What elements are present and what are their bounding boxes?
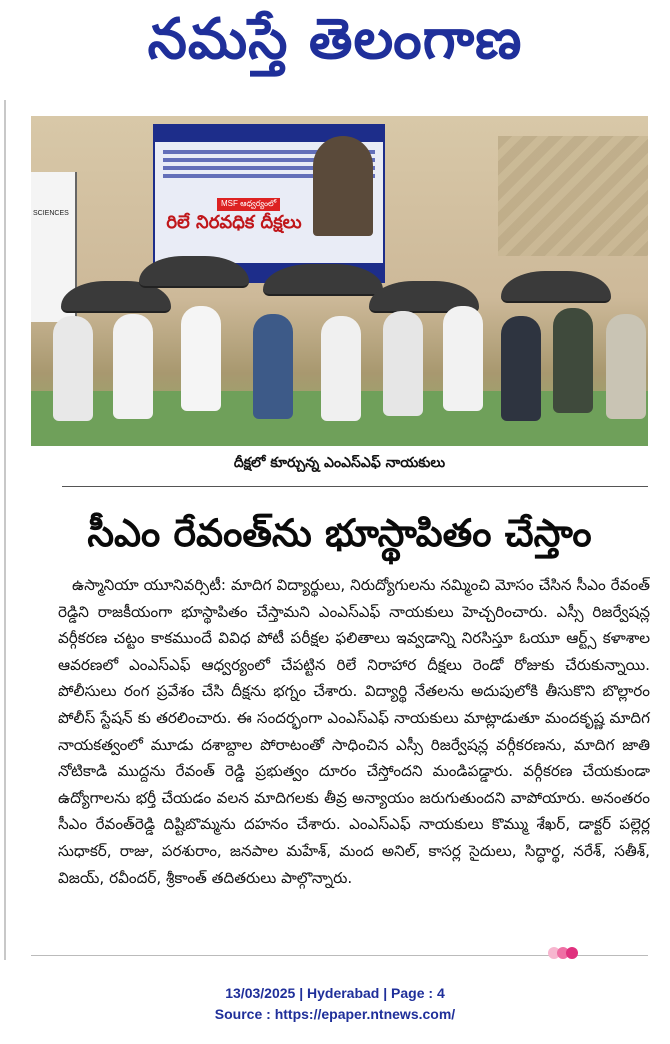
accent-dots: [548, 944, 575, 963]
newspaper-masthead: నమస్తే తెలంగాణ: [147, 7, 523, 72]
footer-source-link[interactable]: Source : https://epaper.ntnews.com/: [214, 1006, 456, 1022]
protester: [501, 316, 541, 421]
protester: [113, 314, 153, 419]
news-photo: [31, 116, 648, 446]
photo-caption: దీక్షలో కూర్చున్న ఎంఎస్ఎఫ్ నాయకులు: [233, 455, 446, 471]
caption-divider: [62, 486, 648, 487]
protester: [383, 311, 423, 416]
accent-dot: [566, 947, 578, 959]
protester: [443, 306, 483, 411]
left-margin-rule: [4, 100, 6, 960]
protester: [553, 308, 593, 413]
protester: [181, 306, 221, 411]
banner-portrait: [313, 136, 373, 236]
umbrella: [139, 256, 249, 288]
article-headline: సీఎం రేవంత్‌ను భూస్థాపితం చేస్తాం: [87, 511, 592, 555]
protester: [253, 314, 293, 419]
umbrella: [263, 264, 383, 296]
article-body: ఉస్మానియా యూనివర్సిటీ: మాదిగ విద్యార్థులు, నిరుద్యోగులను నమ్మించి మోసం చేసిన సీఎం రేవంత్ రెడ్డిని రాజకీయంగా భూస్థాపితం చేస్తామని ఎంఎస్ఎఫ్ నాయకులు హెచ్చరించారు. ఎస్సీ రిజర్వేషన్ల వర్గీకరణ చట్టం కాకముందే వివిధ పోటీ పరీక్షల ఫలితాలు ఇవ్వడాన్ని నిరసిస్తూ ఓయూ ఆర్ట్స్ కళాశాల ఆవరణలో ఎంఎస్ఎఫ్ ఆధ్వర్యంలో చేపట్టిన రిలే నిరాహార దీక్షలు రెండో రోజుకు చేరుకున్నాయి. పోలీసులు రంగ ప్రవేశం చేసి దీక్షను భగ్నం చేశారు. విద్యార్థి నేతలను అదుపులోకి తీసుకొని బొల్లారం పోలీస్ స్టేషన్ కు తరలించారు. ఈ సందర్భంగా ఎంఎస్ఎఫ్ నాయకులు మాట్లాడుతూ మందకృష్ణ మాదిగ నాయకత్వంలో మూడు దశాబ్దాల పోరాటంతో సాధించిన ఎస్సీ రిజర్వేషన్ల వర్గీకరణను, మాదిగ జాతి నోటికాడి ముద్దను రేవంత్ రెడ్డి ప్రభుత్వం దూరం చేస్తోందని మండిపడ్డారు. వర్గీకరణ చేయకుండా ఉద్యోగాలను భర్తీ చేయడం వలన మాదిగలకు తీవ్ర అన్యాయం జరుగుతుందని వాపోయారు. అనంతరం సీఎం రేవంత్‌రెడ్డి దిష్టిబొమ్మను దహనం చేశారు. ఎంఎస్ఎఫ్ నాయకులు కొమ్ము శేఖర్, డాక్టర్ పల్లెర్ల సుధాకర్, రాజు, పరశురాం, జనపాల మహేశ్, మంద అనిల్, కాసర్ల సైదులు, సిద్ధార్థ, నరేశ్, సతీశ్, విజయ్, రవీందర్, శ్రీకాంత్ తదితరులు పాల్గొన్నారు.: [58, 576, 650, 887]
footer-date-edition: 13/03/2025 | Hyderabad | Page : 4: [225, 985, 445, 1001]
window-sign-text: SCIENCES: [33, 210, 69, 217]
staircase: [498, 136, 648, 256]
protester: [606, 314, 646, 419]
protester: [321, 316, 361, 421]
banner-title: రిలే నిరవధిక దీక్షలు: [166, 212, 302, 233]
umbrella: [501, 271, 611, 303]
banner-tag: MSF ఆధ్వర్యంలో: [217, 198, 280, 211]
protester: [53, 316, 93, 421]
